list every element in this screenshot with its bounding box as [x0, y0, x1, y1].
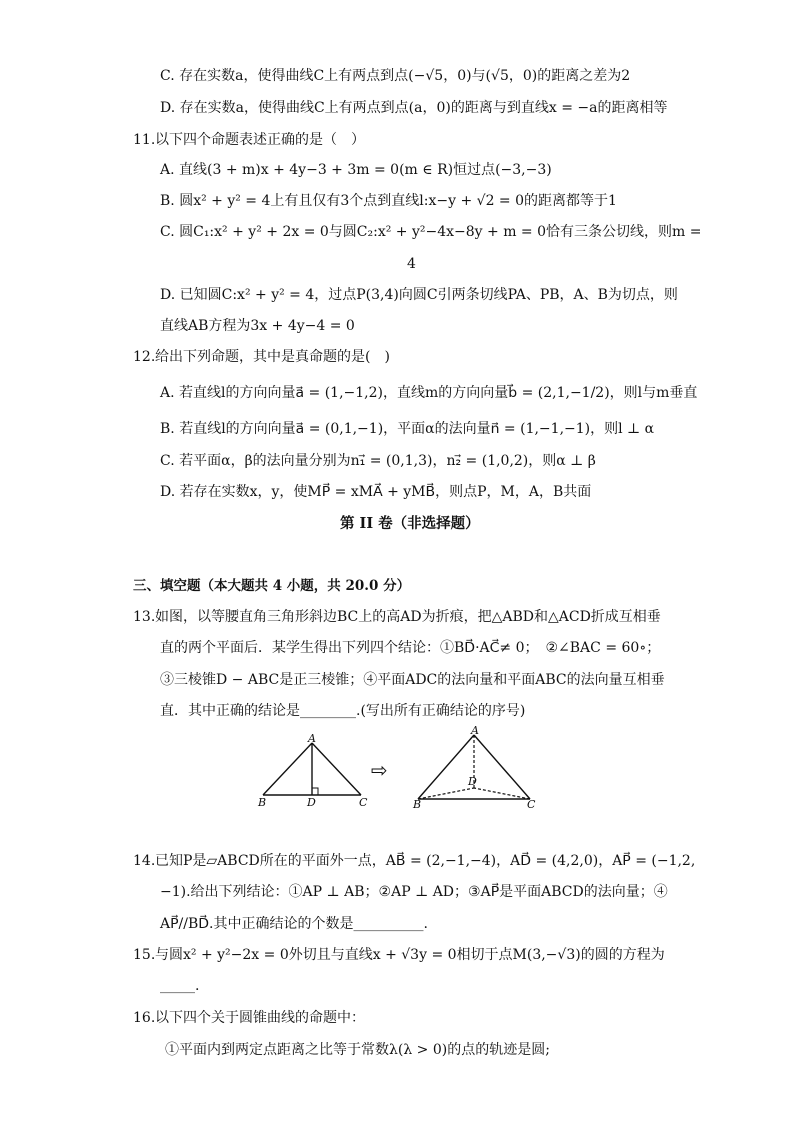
q11-number: 11.: [133, 132, 156, 148]
q11-option-c: C. 圆C₁:x² + y² + 2x = 0与圆C₂:x² + y²−4x−8y + m = 0恰有三条公切线，则m =: [160, 224, 702, 240]
q13-number: 13.: [133, 609, 156, 625]
q13-line-1: [133, 607, 661, 627]
q11-text: 以下四个命题表述正确的是（ ）: [155, 132, 365, 148]
q14-line-1: [133, 851, 695, 871]
q15-text-1: 与圆x² + y²−2x = 0外切且与直线x + √3y = 0相切于点M(3,−√3)的圆的方程为: [155, 947, 665, 963]
q11-option-a: A. 直线(3 + m)x + 4y−3 + 3m = 0(m ∈ R)恒过点(−3,−3): [160, 162, 552, 178]
q13-line-2: 直的两个平面后．某学生得出下列四个结论：①BD⃗·AC⃗≠ 0； ②∠BAC = 60∘；: [160, 640, 661, 656]
q12-option-c: C. 若平面α，β的法向量分别为n₁⃗ = (0,1,3)，n₂⃗ = (1,0,2)，则α ⊥ β: [160, 453, 596, 469]
left-label-b: B: [258, 796, 267, 809]
right-label-a: A: [471, 724, 479, 737]
q10-option-d: D. 存在实数a，使得曲线C上有两点到点(a，0)的距离与到直线x = −a的距离相等: [160, 100, 668, 116]
q12-text: 给出下列命题，其中是真命题的是( ): [155, 349, 390, 365]
q13-figure-right: [410, 725, 540, 811]
q11-option-c-cont: 4: [407, 256, 416, 272]
right-label-b: B: [413, 798, 422, 811]
q15-line-2: _____.: [160, 978, 200, 994]
q10-option-c: C. 存在实数a，使得曲线C上有两点到点(−√5，0)与(√5，0)的距离之差为2: [160, 68, 631, 84]
q11-stem: [133, 130, 365, 150]
q14-text-1: 已知P是▱ABCD所在的平面外一点，AB⃗ = (2,−1,−4)，AD⃗ = (4,2,0)，AP⃗ = (−1,2,: [155, 853, 696, 869]
q14-number: 14.: [133, 853, 156, 869]
q16-line-2: ①平面内到两定点距离之比等于常数λ(λ > 0)的点的轨迹是圆;: [165, 1042, 550, 1058]
q12-option-a: A. 若直线l的方向向量a⃗ = (1,−1,2)，直线m的方向向量b⃗ = (2,1,−1/2)，则l与m垂直: [160, 385, 698, 401]
q11-option-d-cont: 直线AB方程为3x + 4y−4 = 0: [160, 318, 355, 334]
q12-stem: [133, 347, 390, 367]
q13-text-1: 如图，以等腰直角三角形斜边BC上的高AD为折痕，把△ABD和△ACD折成互相垂: [155, 609, 661, 625]
right-label-d: D: [468, 775, 477, 788]
q13-figure-left: [255, 733, 375, 809]
left-triangle-ab: [263, 743, 312, 795]
q15-line-1: [133, 945, 665, 965]
left-label-a: A: [308, 732, 316, 745]
q11-option-b: B. 圆x² + y² = 4上有且仅有3个点到直线l:x−y + √2 = 0的距离都等于1: [160, 193, 617, 209]
right-edge-ac: [474, 735, 530, 799]
q11-option-d: D. 已知圆C:x² + y² = 4，过点P(3,4)向圆C引两条切线PA、PB，A、B为切点，则: [160, 287, 678, 303]
transform-arrow-icon: ⇨: [371, 758, 388, 782]
q14-line-3: AP⃗//BD⃗.其中正确结论的个数是__________.: [160, 916, 428, 932]
q16-text-1: 以下四个关于圆锥曲线的命题中：: [155, 1010, 365, 1026]
q13-line-4: 直．其中正确的结论是________.(写出所有正确结论的序号): [160, 703, 526, 719]
q12-option-d: D. 若存在实数x，y，使MP⃗ = xMA⃗ + yMB⃗，则点P，M，A，B共面: [160, 484, 592, 500]
left-label-c: C: [359, 796, 368, 809]
left-label-d: D: [307, 796, 316, 809]
left-triangle-ac: [312, 743, 361, 795]
q15-number: 15.: [133, 947, 156, 963]
right-edge-ab: [418, 735, 474, 799]
q16-number: 16.: [133, 1010, 156, 1026]
right-angle-mark: [312, 788, 318, 795]
q14-line-2: −1).给出下列结论：①AP ⊥ AB；②AP ⊥ AD；③AP⃗是平面ABCD的法向量；④: [160, 884, 668, 900]
q16-line-1: [133, 1008, 365, 1028]
q13-line-3: ③三棱锥D − ABC是正三棱锥；④平面ADC的法向量和平面ABC的法向量互相垂: [160, 672, 665, 688]
q12-number: 12.: [133, 349, 156, 365]
q12-option-b: B. 若直线l的方向向量a⃗ = (0,1,−1)，平面α的法向量n⃗ = (1,−1,−1)，则l ⊥ α: [160, 421, 655, 437]
right-label-c: C: [527, 798, 536, 811]
section-three-heading: 三、填空题（本大题共 4 小题，共 20.0 分）: [133, 578, 411, 594]
part-two-title: 第 II 卷（非选择题）: [340, 515, 480, 532]
